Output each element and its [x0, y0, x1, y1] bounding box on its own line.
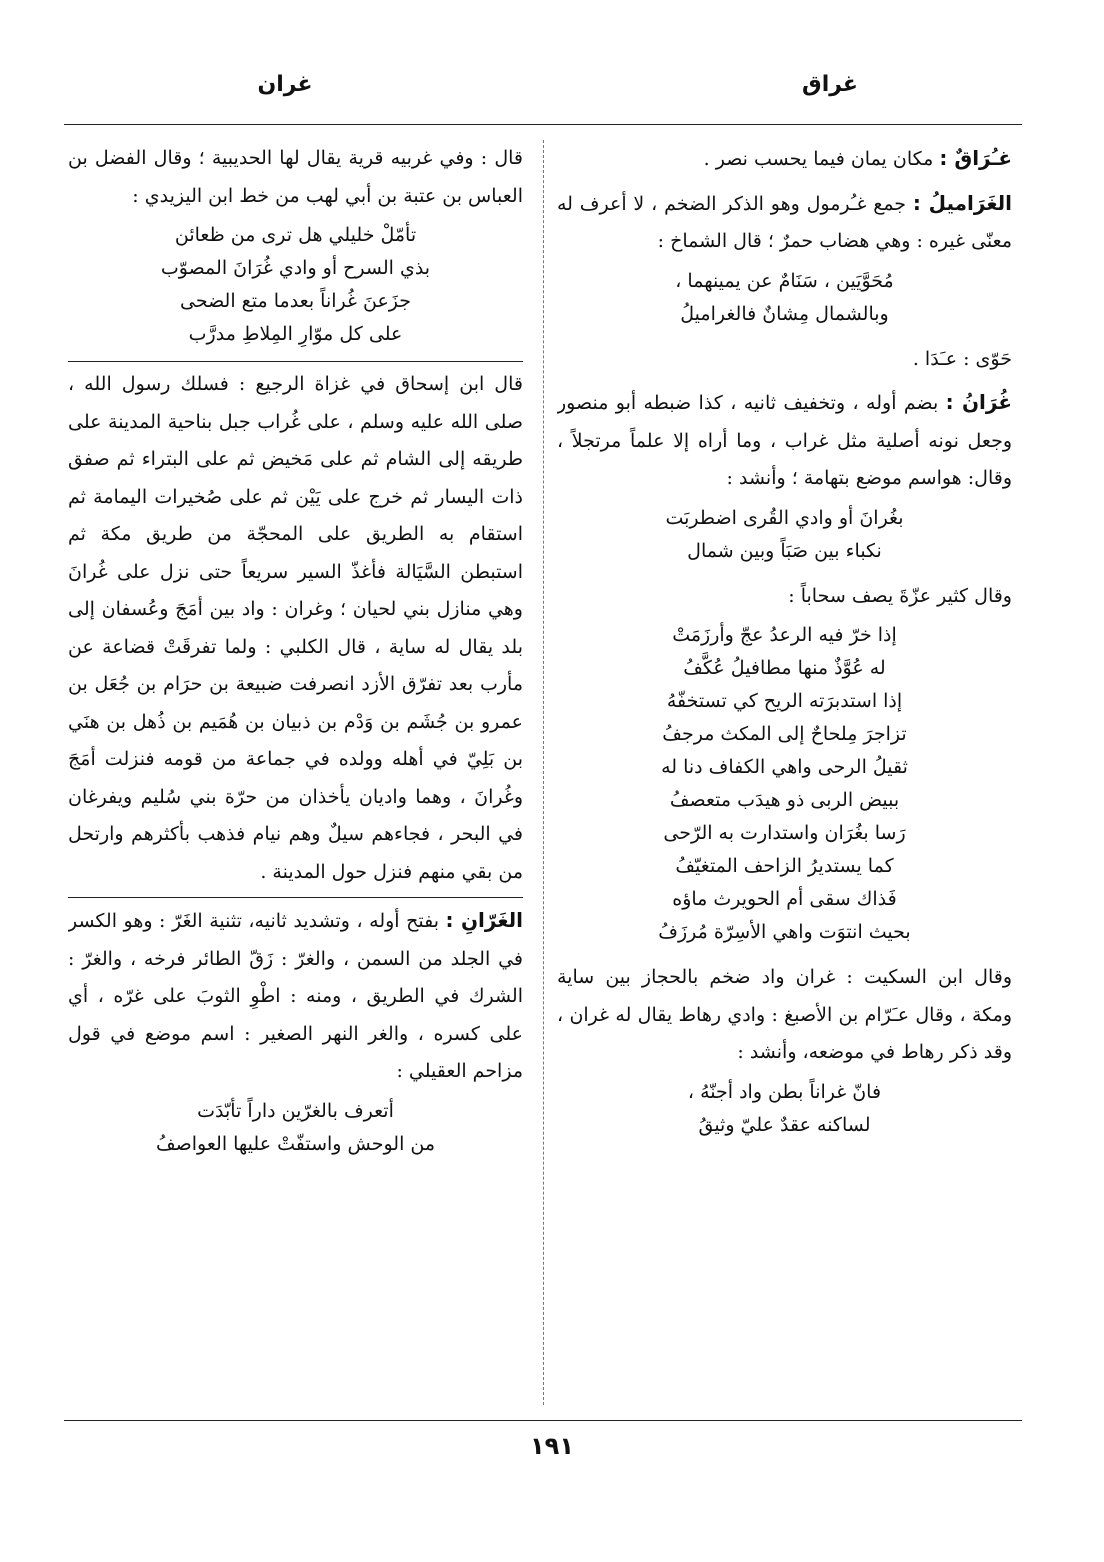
verse [557, 619, 1012, 949]
verse-line: مُحَوَّيَين ، سَنَامٌ عن يمينهما ، [675, 269, 894, 292]
verse-line: إذا استدبرَته الريح كي تستخفّهُ [666, 690, 903, 712]
verse-line: فَذاك سقى أم الحويرث ماؤه [672, 888, 897, 910]
entry-ghuran [557, 384, 1012, 1142]
verse-line: كما يستديرُ الزاحف المتغيّفُ [675, 855, 894, 877]
verse-line: ثقيلُ الرحى واهي الكفاف دنا له [661, 756, 908, 778]
verse-line: له عُوَّذٌ منها مطافيلُ عُكَّفُ [683, 657, 886, 679]
verse-line: أتعرف بالغرّين داراً تأبّدَت [197, 1099, 394, 1122]
entry-text: بضم أوله ، وتخفيف ثانيه ، كذا ضبطه أبو منصور وجعل نونه أصلية مثل غراب ، وما أراه إلا علماً مرتجلاً ، وقال: هواسم موضع بتهامة ؛ وأنشد : [557, 392, 1012, 489]
verse-line: فانّ غراناً بطن واد أجنّهُ ، [687, 1080, 882, 1103]
verse-line: بذي السرح أو وادي غُرَانَ المصوّب [160, 257, 431, 279]
verse-line: ببيض الربى ذو هيدَب متعصفُ [669, 789, 900, 811]
verse [68, 1095, 523, 1161]
paragraph: وقال كثير عزّةَ يصف سحاباً : [788, 584, 1012, 607]
verse [557, 1076, 1012, 1142]
verse-line: تأمّلْ خليلي هل ترى من ظعائن [174, 224, 417, 246]
top-rule [64, 124, 1022, 125]
entry-divider [68, 897, 523, 898]
verse-line: على كل موّارِ المِلاطِ مدرَّب [188, 323, 403, 345]
verse [68, 219, 523, 351]
running-head-left: غران [257, 72, 313, 97]
column-separator [543, 140, 544, 1405]
headword: الغَرّانِ : [445, 908, 523, 932]
left-column [68, 140, 523, 1405]
verse [557, 502, 1012, 568]
verse-line: من الوحش واستفّتْ عليها العواصفُ [155, 1132, 436, 1155]
gloss: حَوّى : عـَدَا . [912, 347, 1012, 370]
entry-text: جمع غـُرمول وهو الذكر الضخم ، لا أعرف له معنّى غيره : وهي هضاب حمرٌ ؛ قال الشماخ : [557, 192, 1012, 252]
verse-line: بغُرانَ أو وادي القُرى اضطربَت [665, 506, 904, 529]
entry-gharamil [557, 185, 1012, 379]
paragraph: قال ابن إسحاق في غزاة الرجيع : فسلك رسول الله ، صلى الله عليه وسلم ، على غُراب جبل بناحية المدينة على طريقه إلى الشام ثم على مَخيض ثم على البتراء ثم صفق ذات اليسار ثم خرج على يَيْن ثم على صُخيرات اليمامة ثم استقام به الطريق على المحجّة من طريق مكة ثم استبطن السَّيَالة فأغذّ السير سريعاً حتى نزل على غُرانَ وهي منازل بني لحيان ؛ وغران : واد بين أمَجَ وعُسفان إلى بلد يقال له ساية ، قال الكلبي : ولما تفرقَتْ قضاعة عن مأرب بعد تفرّق الأزد انصرفت ضبيعة بن حرَام بن جُعَل بن عمرو بن جُشَم بن وَدْم بن ذبيان بن هُمَيم بن ذُهل بن هنَي بن بَلِيّ في أهله وولده في جماعة من قومه فنزلت أمَجَ وغُرانَ ، وهما واديان يأخذان من حرّة بني سُليم ويفرغان في البحر ، فجاءهم سيلٌ وهم نيام فذهب بأكثرهم وارتحل من بقي منهم فنزل حول المدينة . [68, 373, 523, 883]
paragraph: قال : وفي غربيه قرية يقال لها الحديبية ؛ وقال الفضل بن العباس بن عتبة بن أبي لهب من خط ابن اليزيدي : [68, 147, 523, 207]
right-column [557, 140, 1012, 1405]
entry-text: مكان يمان فيما يحسب نصر . [703, 148, 934, 170]
running-head-right: غراق [802, 72, 858, 97]
paragraph: وقال ابن السكيت : غران واد ضخم بالحجاز بين ساية ومكة ، وقال عـَرّام بن الأصبغ : وادي رهاط يقال له غران ، وقد ذكر رهاط في موضعه، وأنشد : [557, 966, 1012, 1063]
verse-line: تزاجرَ مِلحاحٌ إلى المكث مرجفُ [662, 723, 907, 745]
bottom-rule [64, 1420, 1022, 1421]
headword: الغَرَاميلُ : [912, 190, 1012, 215]
verse-line: إذا خرّ فيه الرعدُ عجّ وأرزَمَتْ [672, 624, 897, 646]
verse [557, 265, 1012, 331]
entry-gharran [68, 902, 523, 1161]
verse-line: نكباء بين صَبَاً وبين شمال [687, 539, 882, 562]
headword: غـُرَاقٌ : [939, 146, 1012, 170]
entry-divider [68, 361, 523, 362]
verse-line: جزَعنَ غُراناً بعدما متع الضحى [179, 290, 412, 312]
entry-gharaq [557, 140, 1012, 179]
headword: غُرَانُ : [945, 390, 1012, 414]
page-number: ١٩١ [530, 1432, 574, 1460]
verse-line: لساكنه عقدٌ عليّ وثيقُ [698, 1113, 871, 1136]
entry-text: بفتح أوله ، وتشديد ثانيه، تثنية الغَرّ : وهو الكسر في الجلد من السمن ، والغرّ : زَقّ الطائر فرخه ، والغرّ : الشرك في الطريق ، ومنه : اطْوِ الثوبَ على غرّه ، أي على كسره ، والغر النهر الصغير : اسم موضع في قول مزاحم العقيلي : [68, 910, 523, 1082]
verse-line: رَسا بغُرَان واستدارت به الرّحى [663, 822, 906, 844]
verse-line: بحيث انتوَت واهي الأسِرّة مُرزَفُ [658, 921, 911, 943]
verse-line: وبالشمال مِشانٌ فالغراميلُ [680, 302, 889, 325]
